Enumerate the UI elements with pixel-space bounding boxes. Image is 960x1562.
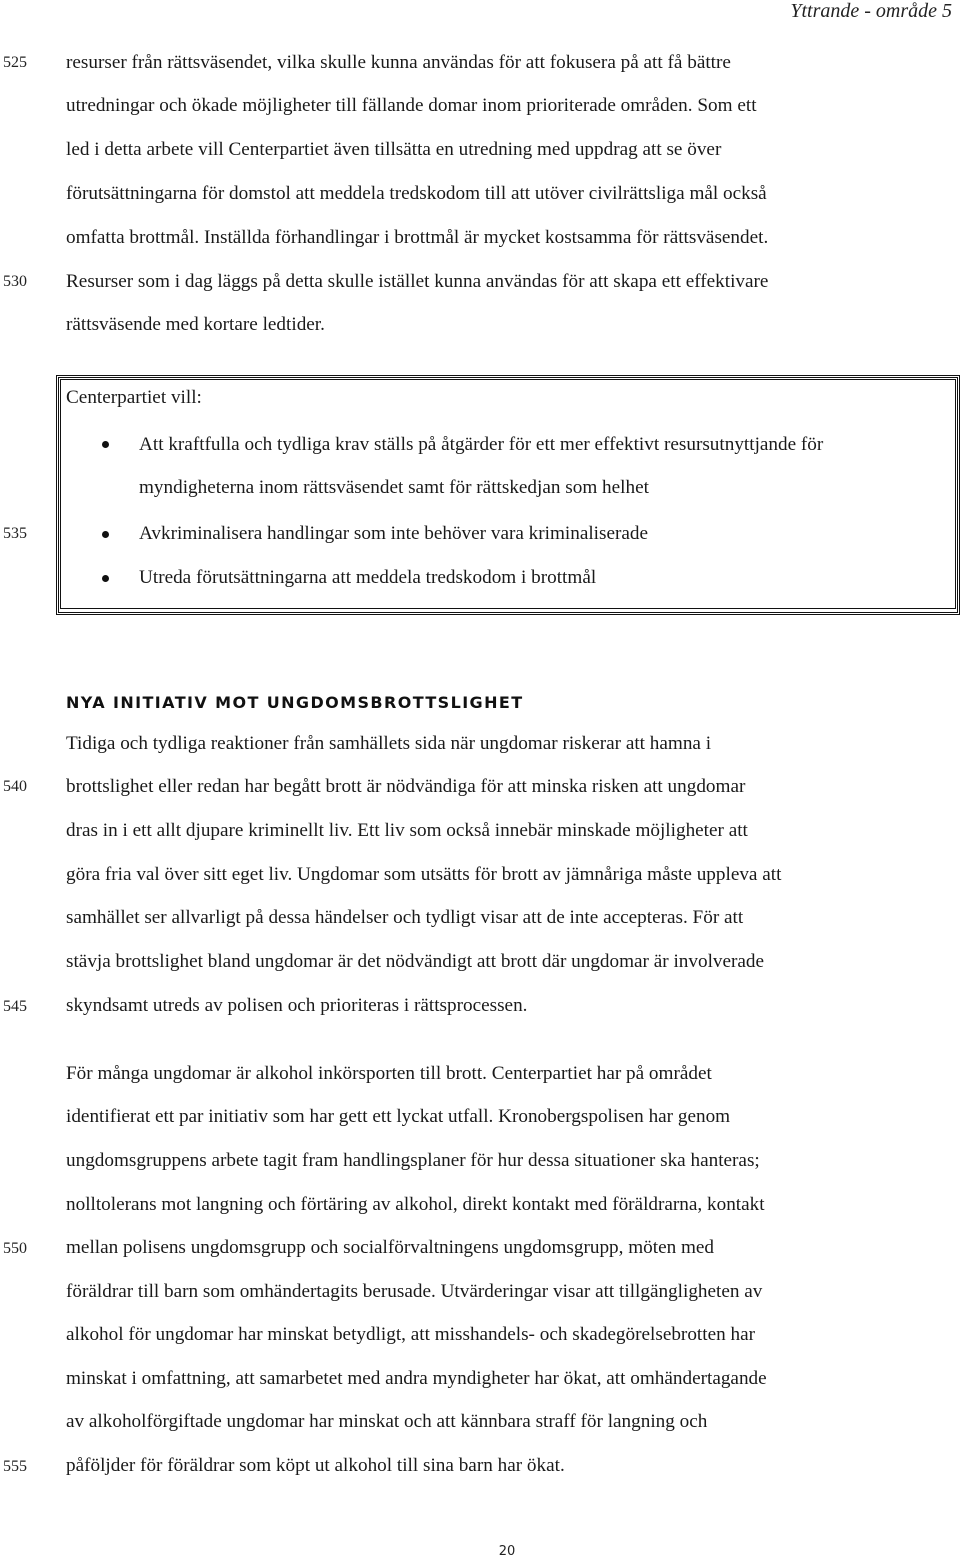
line-number: 550 — [3, 1240, 27, 1257]
bullet-icon — [102, 575, 109, 582]
text-line: Resurser som i dag läggs på detta skulle istället kunna användas för att skapa ett effektivare — [66, 271, 769, 292]
text-line: omfatta brottmål. Inställda förhandlingar i brottmål är mycket kostsamma för rättsväsendet. — [66, 227, 769, 248]
line-number: 535 — [3, 525, 27, 542]
text-line: rättsväsende med kortare ledtider. — [66, 314, 325, 335]
text-line: skyndsamt utreds av polisen och prioriteras i rättsprocessen. — [66, 995, 528, 1016]
text-line: ungdomsgruppens arbete tagit fram handlingsplaner för hur dessa situationer ska hanteras; — [66, 1150, 760, 1171]
page-header: Yttrande - område 5 — [790, 0, 952, 22]
text-line: dras in i ett allt djupare kriminellt liv. Ett liv som också innebär minskade möjligheter att — [66, 820, 748, 841]
text-line: utredningar och ökade möjligheter till fällande domar inom prioriterade områden. Som ett — [66, 95, 757, 116]
line-number: 525 — [3, 54, 27, 71]
text-line: föräldrar till barn som omhändertagits berusade. Utvärderingar visar att tillgängligheten av — [66, 1281, 763, 1302]
text-line: stävja brottslighet bland ungdomar är det nödvändigt att brott där ungdomar är involverade — [66, 951, 765, 972]
bullet-text: myndigheterna inom rättsväsendet samt för rättskedjan som helhet — [139, 477, 649, 498]
text-line: led i detta arbete vill Centerpartiet även tillsätta en utredning med uppdrag att se över — [66, 139, 722, 160]
text-line: påföljder för föräldrar som köpt ut alkohol till sina barn har ökat. — [66, 1455, 565, 1476]
section-heading: NYA INITIATIV MOT UNGDOMSBROTTSLIGHET — [66, 693, 524, 712]
text-line: förutsättningarna för domstol att meddela tredskodom till att utöver civilrättsliga mål också — [66, 183, 767, 204]
text-line: av alkoholförgiftade ungdomar har minskat och att kännbara straff för langning och — [66, 1411, 708, 1432]
text-line: identifierat ett par initiativ som har gett ett lyckat utfall. Kronobergspolisen har genom — [66, 1106, 731, 1127]
line-number: 555 — [3, 1458, 27, 1475]
page-number: 20 — [498, 1544, 516, 1559]
callout-title: Centerpartiet vill: — [66, 387, 202, 408]
line-number: 540 — [3, 778, 27, 795]
bullet-icon — [102, 441, 109, 448]
bullet-text: Utreda förutsättningarna att meddela tredskodom i brottmål — [139, 567, 597, 588]
text-line: minskat i omfattning, att samarbetet med andra myndigheter har ökat, att omhändertagande — [66, 1368, 767, 1389]
text-line: resurser från rättsväsendet, vilka skulle kunna användas för att fokusera på att få bättre — [66, 52, 731, 73]
bullet-text: Att kraftfulla och tydliga krav ställs på åtgärder för ett mer effektivt resursutnyttjande för — [139, 434, 824, 455]
text-line: nolltolerans mot langning och förtäring av alkohol, direkt kontakt med föräldrarna, kontakt — [66, 1194, 765, 1215]
text-line: mellan polisens ungdomsgrupp och socialförvaltningens ungdomsgrupp, möten med — [66, 1237, 715, 1258]
text-line: göra fria val över sitt eget liv. Ungdomar som utsätts för brott av jämnåriga måste uppleva att — [66, 864, 782, 885]
bullet-icon — [102, 531, 109, 538]
text-line: alkohol för ungdomar har minskat betydligt, att misshandels- och skadegörelsebrotten har — [66, 1324, 755, 1345]
text-line: För många ungdomar är alkohol inkörsporten till brott. Centerpartiet har på området — [66, 1063, 712, 1084]
line-number: 545 — [3, 998, 27, 1015]
text-line: brottslighet eller redan har begått brott är nödvändiga för att minska risken att ungdomar — [66, 776, 746, 797]
text-line: samhället ser allvarligt på dessa händelser och tydligt visar att de inte accepteras. För att — [66, 907, 744, 928]
line-number: 530 — [3, 273, 27, 290]
text-line: Tidiga och tydliga reaktioner från samhällets sida när ungdomar riskerar att hamna i — [66, 733, 712, 754]
bullet-text: Avkriminalisera handlingar som inte behöver vara kriminaliserade — [139, 523, 649, 544]
